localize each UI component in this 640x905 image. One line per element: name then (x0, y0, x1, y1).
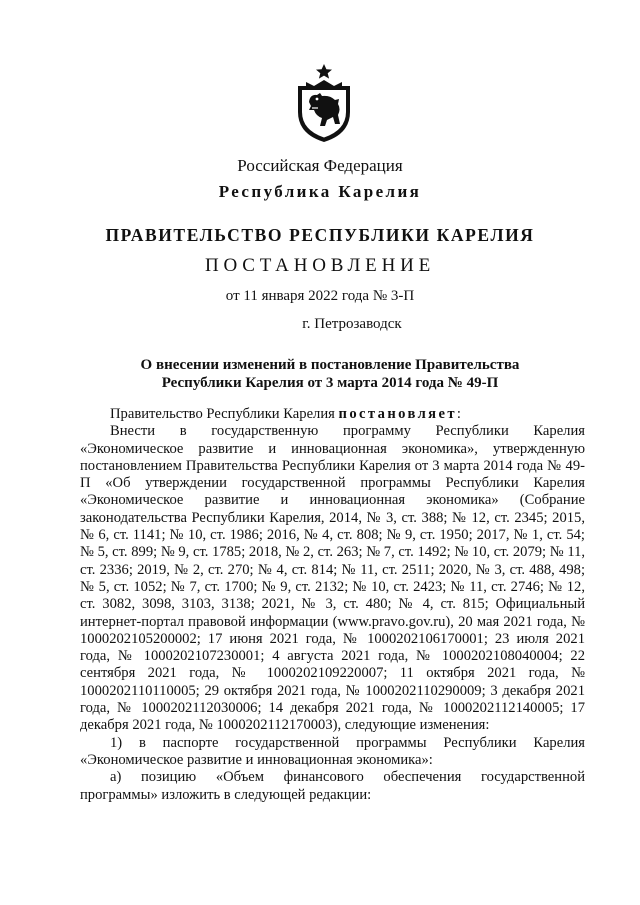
decree-city: г. Петрозаводск (302, 316, 402, 332)
intro-paragraph (80, 406, 585, 423)
decree-title-line-2: Республики Карелия от 3 марта 2014 года № 49-П (161, 375, 499, 391)
karelia-coat-of-arms-icon (292, 64, 356, 144)
intro-suffix: : (456, 406, 461, 422)
decree-body (80, 406, 585, 804)
item-1-paragraph: 1) в паспорте государственной программы Республики Карелия «Экономическое развитие и инновационная экономика»: (80, 734, 585, 768)
decree-title-line-1: О внесении изменений в постановление Правительства (140, 357, 520, 373)
decree-title (80, 356, 580, 392)
country-name: Российская Федерация (237, 156, 403, 175)
government-name: ПРАВИТЕЛЬСТВО РЕСПУБЛИКИ КАРЕЛИЯ (105, 225, 535, 245)
amendment-paragraph: Внести в государственную программу Республики Карелия «Экономическое развитие и инновационная экономика», утвержденную постановлением Правительства Республики Карелия от 3 марта 2014 года № 49-П «Об утверждении государственной программы Республики Карелия «Экономическое развитие и инновационная экономика» (Собрание законодательства Республики Карелия, 2014, № 3, ст. 388; № 12, ст. 2345; 2015, № 6, ст. 1141; № 10, ст. 1986; 2016, № 4, ст. 808; № 9, ст. 1950; 2017, № 1, ст. 54; № 5, ст. 899; № 9, ст. 1785; 2018, № 2, ст. 263; № 7, ст. 1492; № 10, ст. 2079; № 11, ст. 2336; 2019, № 2, ст. 270; № 4, ст. 814; № 11, ст. 2511; 2020, № 3, ст. 488, 498; № 5, ст. 1052; № 7, ст. 1700; № 9, ст. 2132; № 10, ст. 2423; № 11, ст. 2746; № 12, ст. 3082, 3098, 3103, 3138; 2021, № 3, ст. 480; № 4, ст. 815; Официальный интернет-портал правовой информации (www.pravo.gov.ru), 20 мая 2021 года, № 1000202105200002; 17 июня 2021 года, № 1000202106170001; 23 июля 2021 года, № 1000202107230001; 4 августа 2021 года, № 1000202108040004; 22 сентября 2021 года, № 1000202109220007; 11 октября 2021 года, № 1000202110110005; 29 октября 2021 года, № 1000202110290009; 3 декабря 2021 года, № 1000202112030006; 14 декабря 2021 года, № 1000202112140005; 17 декабря 2021 года, № 1000202112170003), следующие изменения: (80, 423, 586, 734)
decree-type: ПОСТАНОВЛЕНИЕ (204, 255, 436, 276)
decree-date-number: от 11 января 2022 года № 3-П (225, 288, 415, 304)
intro-prefix: Правительство Республики Карелия (110, 406, 339, 422)
intro-keyword: постановляет (338, 406, 457, 422)
item-a-paragraph: а) позицию «Объем финансового обеспечения государственной программы» изложить в следующей редакции: (80, 769, 585, 803)
republic-name: Республика Карелия (218, 182, 422, 201)
